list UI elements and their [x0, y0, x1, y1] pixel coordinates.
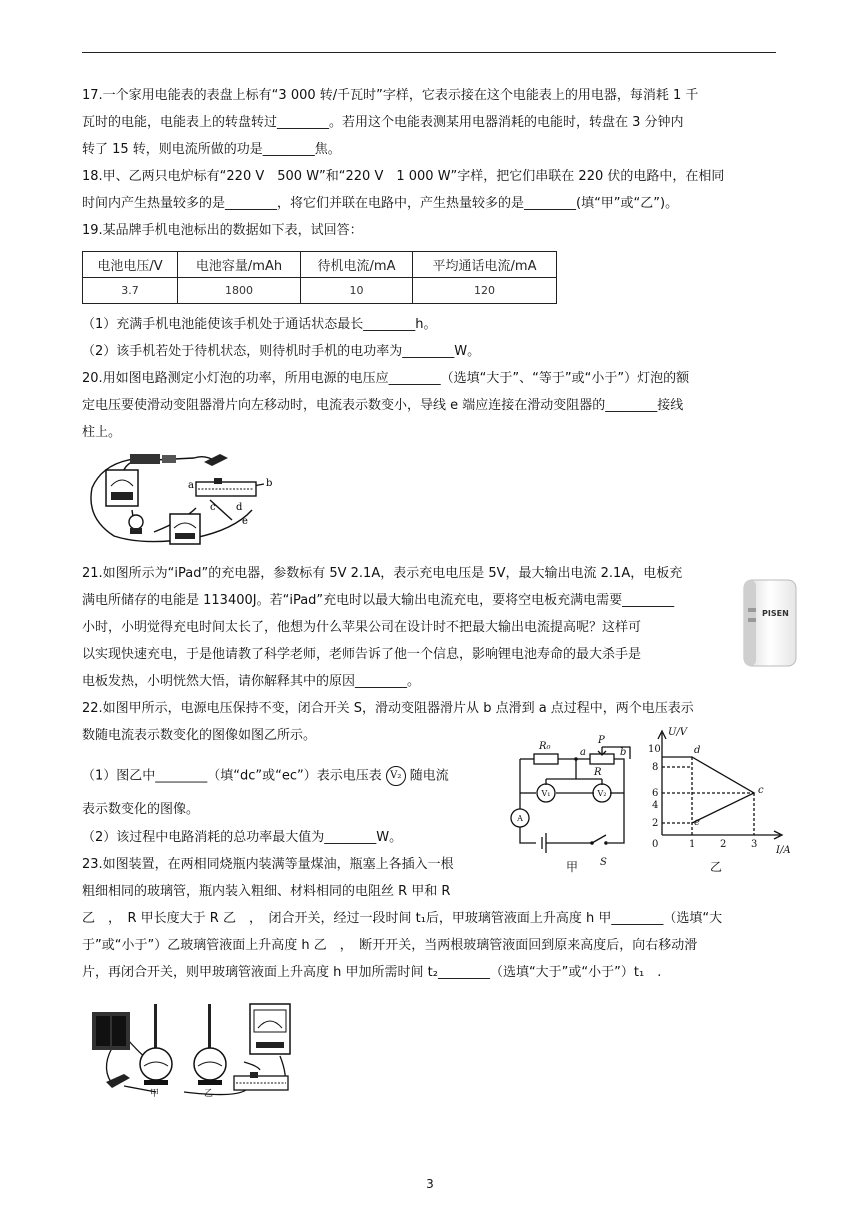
q22-sub-1-cont: 表示数变化的图像。 [82, 802, 200, 817]
graph-y-tick: 4 [652, 800, 659, 811]
q23-line-5: 片，再闭合开关，则甲玻璃管液面上升高度 h 甲加所需时间 t₂________（选填“大于”或“小于”）t₁ . [82, 965, 662, 980]
header-rule [82, 52, 776, 53]
circuit-caption: 甲 [566, 860, 579, 874]
table-header-row [83, 252, 557, 278]
table-header-cell: 平均通话电流/mA [413, 252, 557, 278]
ammeter-label: A [517, 814, 523, 823]
q20-line-3: 柱上。 [82, 425, 122, 440]
graph-y-axis-label: U/V [668, 727, 688, 738]
charger-brand-label: PISEN [762, 609, 789, 618]
q20-line-2: 定电压要使滑动变阻器滑片向左移动时，电流表示数变小，导线 e 端应连接在滑动变阻器的________接线 [82, 398, 684, 413]
fig-label: e [242, 516, 248, 527]
table-header-cell: 电池容量/mAh [178, 252, 301, 278]
q22-sub-2: （2）该过程中电路消耗的总功率最大值为________W。 [82, 830, 403, 845]
circuit-label: S [600, 857, 607, 868]
circuit-label: R [594, 767, 602, 778]
table-cell: 3.7 [83, 278, 178, 304]
q23-apparatus-figure [84, 1000, 304, 1104]
flask-label-jia: 甲 [150, 1089, 160, 1099]
fig-label: b [266, 478, 273, 489]
q21-line-1: 21.如图所示为“iPad”的充电器，参数标有 5V 2.1A，表示充电电压是 5V，最大输出电流 2.1A，电板充 [82, 566, 683, 581]
voltmeter-v2-symbol: V₂ [386, 766, 406, 786]
q17-line-3: 转了 15 转，则电流所做的功是________焦。 [82, 142, 341, 157]
graph-x-tick: 2 [720, 839, 727, 850]
table-cell: 10 [301, 278, 413, 304]
q19-sub-1: （1）充满手机电池能使该手机处于通话状态最长________h。 [82, 317, 437, 332]
graph-x-tick: 3 [751, 839, 758, 850]
graph-point-label: c [758, 785, 764, 796]
table-cell: 120 [413, 278, 557, 304]
q22-graph [648, 725, 798, 877]
q22-sub-1-tail: 随电流 [409, 768, 449, 784]
graph-x-tick: 1 [689, 839, 696, 850]
fig-label: c [210, 502, 216, 513]
q23-line-2: 粗细相同的玻璃管，瓶内装入粗细、材料相同的电阻丝 R 甲和 R [82, 884, 451, 899]
circuit-label: R₀ [539, 741, 551, 752]
q20-line-1: 20.用如图电路测定小灯泡的功率，所用电源的电压应________（选填“大于”、“等于”或“小于”）灯泡的额 [82, 371, 690, 386]
q22-line-1: 22.如图甲所示，电源电压保持不变，闭合开关 S，滑动变阻器滑片从 b 点滑到 a 点过程中，两个电压表示 [82, 701, 694, 716]
fig-label: a [188, 480, 194, 491]
table-header-cell: 电池电压/V [83, 252, 178, 278]
q21-line-5: 电板发热，小明恍然大悟，请你解释其中的原因________。 [82, 674, 421, 689]
flask-label-yi: 乙 [204, 1089, 214, 1099]
q18-line-2: 时间内产生热量较多的是________，将它们并联在电路中，产生热量较多的是________(填“甲”或“乙”)。 [82, 196, 679, 211]
voltmeter-v2-label: V₂ [597, 789, 607, 798]
q18-line-1: 18.甲、乙两只电炉标有“220 V 500 W”和“220 V 1 000 W”字样，把它们串联在 220 伏的电路中，在相同 [82, 169, 725, 184]
graph-y-tick: 6 [652, 788, 659, 799]
charger-image [740, 578, 798, 668]
graph-y-tick: 8 [652, 762, 659, 773]
q22-line-2: 数随电流表示数变化的图像如图乙所示。 [82, 728, 317, 743]
circuit-label: b [620, 747, 627, 758]
q17-line-1: 17.一个家用电能表的表盘上标有“3 000 转/千瓦时”字样，它表示接在这个电能表上的用电器，每消耗 1 千 [82, 88, 699, 103]
q21-line-2: 满电所储存的电能是 113400J。若“iPad”充电时以最大输出电流充电，要将空电板充满电需要________ [82, 593, 675, 608]
q21-line-4: 以实现快速充电，于是他请教了科学老师，老师告诉了他一个信息，影响锂电池寿命的最大杀手是 [82, 647, 642, 662]
voltmeter-v1-label: V₁ [541, 789, 551, 798]
table-row [83, 278, 557, 304]
q22-circuit-diagram [506, 725, 638, 877]
graph-caption: 乙 [710, 860, 723, 874]
q23-line-4: 于”或“小于”）乙玻璃管液面上升高度 h 乙 ， 断开开关，当两根玻璃管液面回到原来高度后，向右移动滑 [82, 938, 698, 953]
circuit-label: a [580, 747, 586, 758]
graph-y-tick: 10 [648, 744, 661, 755]
battery-table [82, 251, 557, 304]
graph-point-label: e [694, 817, 700, 828]
graph-origin-label: 0 [652, 839, 659, 850]
graph-y-tick: 2 [652, 818, 659, 829]
q20-circuit-figure [84, 448, 284, 548]
graph-x-axis-label: I/A [776, 845, 791, 856]
table-header-cell: 待机电流/mA [301, 252, 413, 278]
table-cell: 1800 [178, 278, 301, 304]
page-number: 3 [426, 1177, 434, 1191]
q19-sub-2: （2）该手机若处于待机状态，则待机时手机的电功率为________W。 [82, 344, 481, 359]
q23-line-1: 23.如图装置，在两相同烧瓶内装满等量煤油，瓶塞上各插入一根 [82, 857, 454, 872]
q22-sub-1-text: （1）图乙中________（填“dc”或“ec”）表示电压表 [82, 768, 382, 784]
q17-line-2: 瓦时的电能，电能表上的转盘转过________。若用这个电能表测某用电器消耗的电能时，转盘在 3 分钟内 [82, 115, 684, 130]
fig-label: d [236, 502, 243, 513]
graph-point-label: d [694, 745, 701, 756]
circuit-label: P [598, 735, 605, 746]
q23-line-3: 乙 ， R 甲长度大于 R 乙 ， 闭合开关，经过一段时间 t₁后，甲玻璃管液面上升高度 h 甲________（选填“大 [82, 911, 723, 926]
q19-line-1: 19.某品牌手机电池标出的数据如下表，试回答： [82, 223, 363, 238]
q21-line-3: 小时，小明觉得充电时间太长了，他想为什么苹果公司在设计时不把最大输出电流提高呢？这样可 [82, 620, 642, 635]
q22-sub-1 [82, 766, 449, 787]
